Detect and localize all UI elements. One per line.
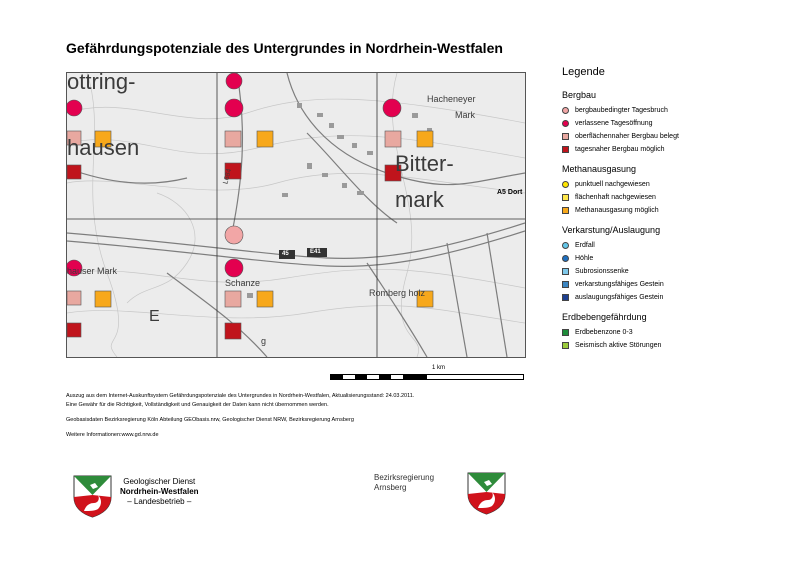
notes: [66, 392, 546, 440]
legend-item[interactable]: [562, 117, 762, 130]
auslaugung-symbol-icon: [562, 294, 569, 301]
scale-bar-graphic: [330, 374, 524, 380]
scale-segment: [355, 375, 367, 379]
verkarstung-symbol-icon: [562, 281, 569, 288]
legend-section-title: Methanausgasung: [562, 164, 637, 174]
map-label-schanze: Schanze: [225, 278, 261, 288]
map-label-shield-e41: E41: [310, 249, 321, 255]
legend-item-label: oberflächennaher Bergbau belegt: [575, 133, 679, 140]
legend-section-verkarstung: [562, 225, 762, 304]
org-right-line2: Arnsberg: [374, 483, 407, 492]
legend-section-title: Verkarstung/Auslaugung: [562, 225, 661, 235]
legend-item-label: verkarstungsfähiges Gestein: [575, 281, 664, 288]
legend-item-label: auslaugungsfähiges Gestein: [575, 294, 664, 301]
map-label-romberg: Romberg holz: [369, 288, 426, 298]
legend-item[interactable]: [562, 278, 762, 291]
hoehle-symbol-icon: [562, 255, 569, 262]
subrosionssenke-symbol-icon: [562, 268, 569, 275]
legend-item-label: tagesnaher Bergbau möglich: [575, 146, 665, 153]
legend-section-bergbau: [562, 90, 762, 156]
map-label-ottringhausen-2: hausen: [67, 135, 140, 160]
legend-item[interactable]: [562, 178, 762, 191]
org-left: [120, 477, 199, 507]
map-label-l684: L684: [222, 168, 234, 185]
map-label-shield-45: 45: [282, 251, 289, 257]
map-label-a5: A5 Dort: [497, 189, 523, 196]
legend-item[interactable]: [562, 143, 762, 156]
legend-item-label: punktuell nachgewiesen: [575, 181, 650, 188]
legend-item[interactable]: [562, 239, 762, 252]
legend-item[interactable]: [562, 265, 762, 278]
erdfall-symbol-icon: [562, 242, 569, 249]
legend-item-label: bergbaubedingter Tagesbruch: [575, 107, 668, 114]
erdbebenzone-symbol-icon: [562, 329, 569, 336]
nrw-coat-of-arms-icon: [70, 473, 115, 518]
scale-label: 1 km: [432, 365, 446, 371]
map-label-e: E: [149, 308, 160, 325]
note-source: Auszug aus dem Internet-Auskunftsystem Gefährdungspotenziale des Untergrundes in Nordrhein-Westfalen, Aktualisierungsstand: 24.03.2011.: [66, 393, 415, 399]
map-label-mark: Mark: [455, 110, 475, 120]
org-left-line2: Nordrhein-Westfalen: [120, 487, 199, 496]
map-label-hauser-mark: hauser Mark: [67, 266, 118, 276]
scale-bar: [330, 365, 524, 383]
bergbau-moeglich-symbol-icon: [562, 146, 569, 153]
legend-item-label: Seismisch aktive Störungen: [575, 342, 662, 349]
legend-item-label: Erdbebenzone 0-3: [575, 329, 633, 336]
org-right-line1: Bezirksregierung: [374, 473, 435, 482]
legend-section-title: Erdbebengefährdung: [562, 312, 647, 322]
note-info-link[interactable]: Weitere Informationen:www.gd.nrw.de: [66, 432, 159, 438]
note-disclaimer: Eine Gewähr für die Richtigkeit, Vollständigkeit und Genauigkeit der Daten kann nicht übernommen werden.: [66, 402, 329, 408]
org-right: [374, 473, 434, 493]
legend-item[interactable]: [562, 204, 762, 217]
note-geobasis: Geobasisdaten Bezirksregierung Köln Abteilung GEObasis.nrw, Geologischer Dienst NRW, Bezirksregierung Arnsberg: [66, 417, 354, 423]
scale-segment: [403, 375, 427, 379]
legend-item-label: Höhle: [575, 255, 594, 262]
page-title: Gefährdungspotenziale des Untergrundes in Nordrhein-Westfalen: [66, 40, 503, 56]
legend-item[interactable]: [562, 104, 762, 117]
legend-item[interactable]: [562, 252, 762, 265]
tagesoeffnung-symbol-icon: [562, 120, 569, 127]
scale-segment: [331, 375, 343, 379]
org-left-line1: Geologischer Dienst: [123, 477, 196, 486]
tagesbruch-symbol-icon: [562, 107, 569, 114]
map-label-hacheneyer: Hacheneyer: [427, 94, 476, 104]
legend-item-label: flächenhaft nachgewiesen: [575, 194, 656, 201]
methan-moeglich-symbol-icon: [562, 207, 569, 214]
methan-flaechenhaft-symbol-icon: [562, 194, 569, 201]
nrw-coat-of-arms-icon: [464, 470, 509, 515]
legend-item[interactable]: [562, 339, 762, 352]
legend-item[interactable]: [562, 191, 762, 204]
map-label-g: g: [261, 336, 267, 346]
legend-item-label: verlassene Tagesöffnung: [575, 120, 653, 127]
legend-item-label: Erdfall: [575, 242, 595, 249]
methan-punktuell-symbol-icon: [562, 181, 569, 188]
legend: [562, 66, 762, 360]
map-label-ottringhausen-1: ottring-: [67, 72, 136, 94]
legend-section-erdbeben: [562, 312, 762, 352]
org-left-line3: – Landesbetrieb –: [127, 497, 192, 506]
legend-item-label: Methanausgasung möglich: [575, 207, 659, 214]
legend-title: Legende: [562, 66, 605, 78]
legend-section-methan: [562, 164, 762, 217]
legend-item[interactable]: [562, 291, 762, 304]
legend-item[interactable]: [562, 326, 762, 339]
scale-segment: [379, 375, 391, 379]
legend-item-label: Subrosionssenke: [575, 268, 629, 275]
legend-item[interactable]: [562, 130, 762, 143]
legend-section-title: Bergbau: [562, 90, 597, 100]
map-label-bittermark-1: Bitter-: [395, 151, 454, 176]
stoerungen-symbol-icon: [562, 342, 569, 349]
hazard-map[interactable]: [66, 72, 526, 358]
bergbau-belegt-symbol-icon: [562, 133, 569, 140]
map-label-bittermark-2: mark: [395, 187, 444, 212]
